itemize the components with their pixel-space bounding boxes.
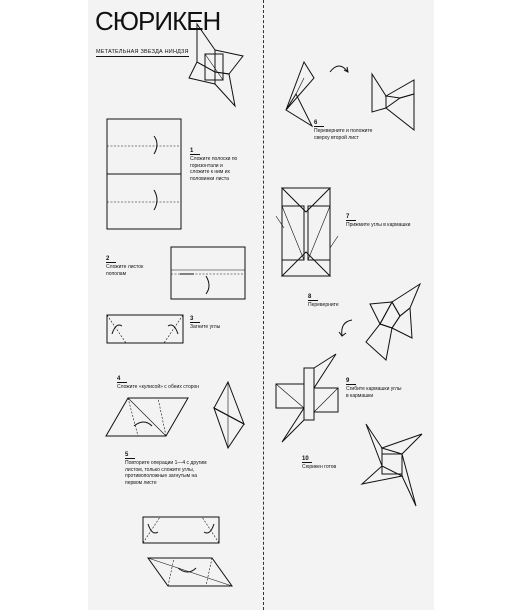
step-7-number: 7 — [346, 214, 356, 221]
step-3-diagram — [106, 314, 184, 346]
step-8 — [308, 294, 358, 309]
flip-arrow-icon — [328, 62, 350, 78]
step-7-text: Прижмите углы в кармашки — [346, 222, 411, 229]
step-2-text: Сложите листок пополам — [106, 264, 144, 277]
step-5-diagram-a — [142, 516, 220, 546]
step-5-diagram-b — [146, 556, 234, 588]
step-4-text: Сложите «кулисой» с обеих сторон — [117, 384, 200, 391]
step-7 — [346, 214, 420, 229]
page-subtitle: МЕТАТЕЛЬНАЯ ЗВЕЗДА НИНДЗЯ — [96, 49, 189, 55]
step-5 — [125, 452, 211, 486]
step-1-diagram — [106, 118, 182, 230]
step-1-number: 1 — [190, 148, 200, 155]
step-6-text: Переверните и положите сверху второй лист — [314, 128, 373, 141]
step-2 — [106, 256, 154, 277]
step-4-diagram — [104, 396, 190, 440]
step-4-number: 4 — [117, 376, 127, 383]
step-4-side-diagram — [212, 380, 246, 450]
column-divider — [263, 0, 264, 610]
step-8-number: 8 — [308, 294, 318, 301]
step-10-number: 10 — [302, 456, 312, 463]
step-1-text: Сложите полоски по горизонтали и сложите к ним их половинки листа — [190, 156, 238, 182]
shuriken-hero-illustration — [185, 22, 245, 112]
step-4 — [117, 376, 217, 391]
step-9-text: Сгибите кармашки углы в кармашки — [346, 386, 402, 399]
step-7-diagram — [274, 186, 340, 278]
step-10-text: Сюрикен готов — [302, 464, 337, 471]
step-1 — [190, 148, 242, 182]
step-2-number: 2 — [106, 256, 116, 263]
step-2-diagram — [170, 246, 246, 302]
step-6-number: 6 — [314, 120, 324, 127]
step-5-number: 5 — [125, 452, 135, 459]
step-9-number: 9 — [346, 378, 356, 385]
step-3-text: Загните углы — [190, 324, 221, 331]
step-5-text: Повторите операции 1—4 с другим листом, только сложите углы, противоположные загнутым на первом листе — [125, 460, 207, 486]
step-9 — [346, 378, 404, 399]
step-8-text: Переверните — [308, 302, 339, 309]
rotate-arrow-icon — [338, 316, 356, 340]
step-3-number: 3 — [190, 316, 200, 323]
step-9-diagram — [274, 350, 340, 446]
step-6 — [314, 120, 388, 141]
step-6-diagram-left — [282, 60, 316, 128]
finished-shuriken-illustration — [360, 420, 424, 510]
step-3 — [190, 316, 238, 331]
step-8-diagram — [362, 280, 422, 362]
page-title: СЮРИКЕН — [95, 6, 221, 36]
step-10 — [302, 456, 362, 471]
